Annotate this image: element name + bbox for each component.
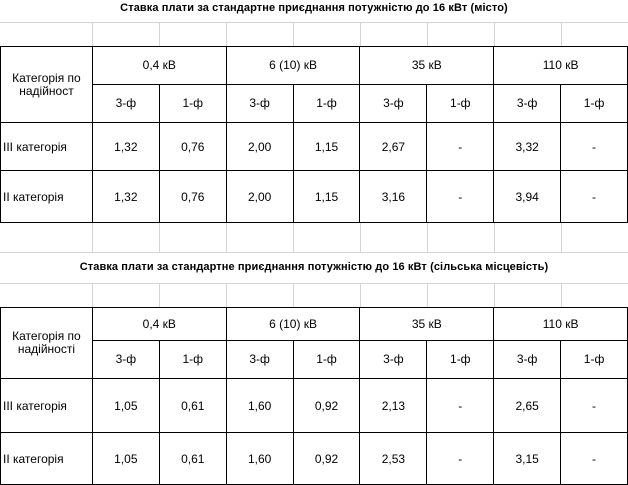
- rate-cell: 3,16: [360, 171, 427, 223]
- rate-cell: 0,92: [293, 379, 360, 433]
- rate-cell: 1,60: [226, 379, 293, 433]
- rural-rate-table: [0, 307, 628, 485]
- gridline: [494, 283, 495, 307]
- phase-header: 1-ф: [159, 341, 226, 379]
- city-table-title: Ставка плати за стандартне приєднання потужністю до 16 кВт (місто): [120, 2, 508, 14]
- rate-cell: -: [427, 171, 494, 223]
- phase-header: 3-ф: [360, 85, 427, 123]
- rate-cell: 3,15: [494, 433, 561, 485]
- gridline: [293, 283, 294, 307]
- gridline: [561, 283, 562, 307]
- rate-cell: -: [427, 123, 494, 171]
- gridline: [0, 283, 628, 284]
- gridline: [92, 22, 93, 46]
- city-rate-table: [0, 46, 628, 223]
- gridline: [561, 22, 562, 46]
- rate-cell: 2,65: [494, 379, 561, 433]
- gridline: [293, 22, 294, 46]
- gridline: [0, 252, 628, 253]
- rate-cell: 1,32: [92, 171, 159, 223]
- voltage-header: 35 кВ: [360, 47, 494, 85]
- table-row: [1, 433, 628, 485]
- rate-cell: 2,67: [360, 123, 427, 171]
- voltage-header: 110 кВ: [494, 308, 628, 341]
- phase-header: 1-ф: [561, 341, 628, 379]
- rate-cell: 3,32: [494, 123, 561, 171]
- rate-cell: 2,13: [360, 379, 427, 433]
- rate-cell: 1,15: [293, 123, 360, 171]
- phase-header: 1-ф: [427, 85, 494, 123]
- gridline: [159, 22, 160, 46]
- phase-header: 3-ф: [226, 85, 293, 123]
- voltage-header: 110 кВ: [494, 47, 628, 85]
- voltage-header-row: [1, 308, 628, 341]
- phase-header: 1-ф: [293, 341, 360, 379]
- phase-header: 3-ф: [494, 341, 561, 379]
- rate-cell: 0,76: [159, 123, 226, 171]
- voltage-header: 6 (10) кВ: [226, 47, 360, 85]
- rate-cell: 1,05: [92, 379, 159, 433]
- rate-cell: -: [561, 379, 628, 433]
- rate-cell: 1,32: [92, 123, 159, 171]
- gridline: [494, 22, 495, 46]
- rate-cell: 1,60: [226, 433, 293, 485]
- gridline: [427, 283, 428, 307]
- gridline: [92, 222, 93, 252]
- gridline: [360, 283, 361, 307]
- gridline: [159, 222, 160, 252]
- category-label: III категорія: [1, 123, 93, 171]
- gridline: [427, 22, 428, 46]
- rate-cell: 2,00: [226, 123, 293, 171]
- table-row: [1, 379, 628, 433]
- rate-cell: 0,76: [159, 171, 226, 223]
- voltage-header: 6 (10) кВ: [226, 308, 360, 341]
- rate-cell: 2,53: [360, 433, 427, 485]
- category-label: II категорія: [1, 433, 93, 485]
- gridline: [293, 222, 294, 252]
- rate-cell: 1,15: [293, 171, 360, 223]
- phase-header: 3-ф: [226, 341, 293, 379]
- phase-header: 3-ф: [92, 85, 159, 123]
- voltage-header-row: [1, 47, 628, 85]
- category-header: Категорія по надійності: [1, 308, 93, 379]
- rate-cell: 1,05: [92, 433, 159, 485]
- voltage-header: 35 кВ: [360, 308, 494, 341]
- rate-cell: -: [561, 123, 628, 171]
- phase-header-row: [1, 341, 628, 379]
- gridline: [226, 222, 227, 252]
- rate-cell: -: [427, 433, 494, 485]
- table-row: [1, 123, 628, 171]
- rural-table-title: Ставка плати за стандартне приєднання потужністю до 16 кВт (сільська місцевість): [79, 261, 549, 273]
- rate-cell: 0,92: [293, 433, 360, 485]
- voltage-header: 0,4 кВ: [92, 47, 226, 85]
- gridline: [360, 222, 361, 252]
- rate-cell: 0,61: [159, 379, 226, 433]
- phase-header: 1-ф: [159, 85, 226, 123]
- phase-header: 1-ф: [427, 341, 494, 379]
- gridline: [92, 283, 93, 307]
- category-label: II категорія: [1, 171, 93, 223]
- phase-header: 1-ф: [561, 85, 628, 123]
- gridline: [427, 222, 428, 252]
- category-header: Категорія по надійност: [1, 47, 93, 123]
- gridline: [494, 222, 495, 252]
- gridline: [159, 283, 160, 307]
- gridline: [226, 22, 227, 46]
- voltage-header: 0,4 кВ: [92, 308, 226, 341]
- category-label: III категорія: [1, 379, 93, 433]
- rate-cell: 2,00: [226, 171, 293, 223]
- table-row: [1, 171, 628, 223]
- phase-header-row: [1, 85, 628, 123]
- rate-cell: 0,61: [159, 433, 226, 485]
- rate-cell: -: [561, 433, 628, 485]
- rate-cell: 3,94: [494, 171, 561, 223]
- gridline: [561, 222, 562, 252]
- gridline: [360, 22, 361, 46]
- rate-cell: -: [427, 379, 494, 433]
- phase-header: 3-ф: [494, 85, 561, 123]
- gridline: [0, 22, 628, 23]
- gridline: [226, 283, 227, 307]
- phase-header: 3-ф: [92, 341, 159, 379]
- phase-header: 1-ф: [293, 85, 360, 123]
- rate-cell: -: [561, 171, 628, 223]
- phase-header: 3-ф: [360, 341, 427, 379]
